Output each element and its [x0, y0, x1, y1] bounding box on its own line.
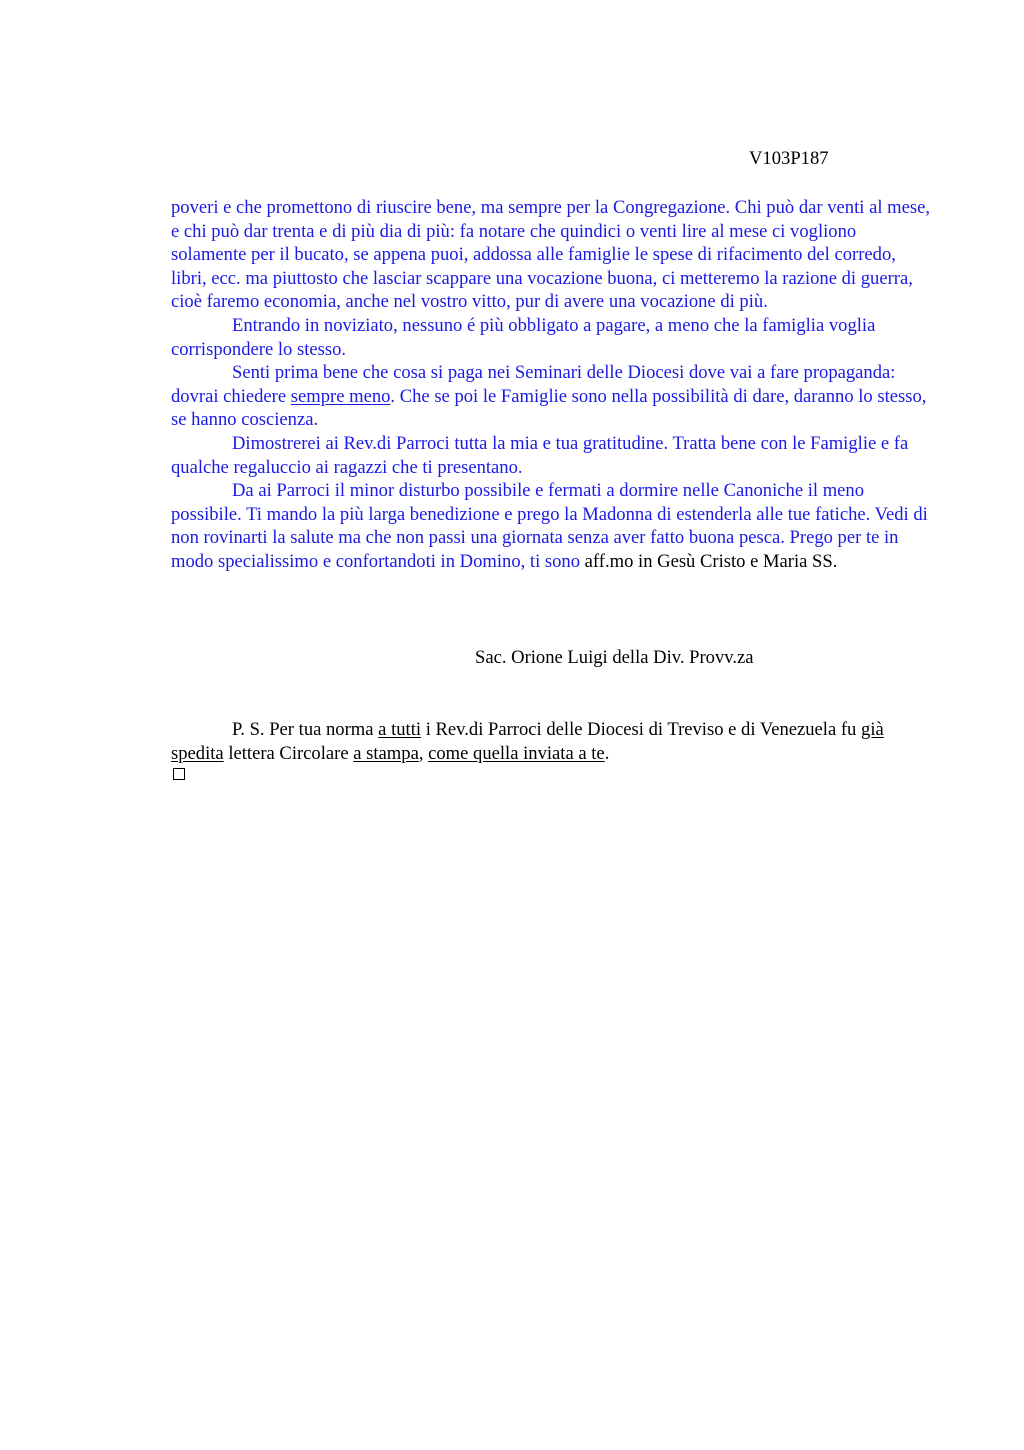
postscript-underline-4: come quella inviata a te — [428, 742, 605, 764]
paragraph-2: Entrando in noviziato, nessuno é più obbligato a pagare, a meno che la famiglia voglia corrispondere lo stesso. — [171, 314, 876, 360]
paragraph-5-text: Da ai Parroci il minor disturbo possibile e fermati a dormire nelle Canoniche il meno possibile. Ti mando la più larga benedizione e prego la Madonna di estenderla alle tue fatiche. Vedi di non rovinarti la salute ma che non passi una giornata senza aver fatto buona pesca. Prego per te in modo specialissimo e confortandoti in Domino, ti sono — [171, 480, 928, 572]
postscript-underline-2: già spedita — [171, 719, 884, 764]
postscript-text-5: . — [604, 742, 610, 764]
letter-body — [171, 196, 931, 574]
paragraph-3-text-a: Senti prima bene che cosa si paga nei Seminari delle Diocesi dove vai a fare propaganda: dovrai chiedere — [171, 362, 896, 407]
postscript-text-4: , — [418, 742, 429, 764]
underlined-phrase-sempre-meno: sempre meno — [290, 385, 391, 407]
signature: Sac. Orione Luigi della Div. Provv.za — [475, 647, 754, 668]
postscript-underline-1: a tutti — [378, 719, 422, 740]
postscript — [171, 718, 931, 765]
page-reference: V103P187 — [749, 148, 829, 169]
postscript-text-3: lettera Circolare — [223, 742, 354, 764]
postscript-text-1: P. S. Per tua norma — [232, 719, 379, 740]
postscript-text-2: i Rev.di Parroci delle Diocesi di Treviso e di Venezuela fu — [421, 719, 862, 740]
postscript-underline-3: a stampa — [353, 742, 419, 764]
paragraph-3 — [171, 361, 931, 432]
paragraph-3-text-b: . Che se poi le Famiglie sono nella possibilità di dare, daranno lo stesso, se hanno coscienza. — [171, 385, 927, 431]
paragraph-5 — [171, 479, 931, 573]
paragraph-4: Dimostrerei ai Rev.di Parroci tutta la mia e tua gratitudine. Tratta bene con le Famiglie e fa qualche regaluccio ai ragazzi che ti presentano. — [171, 432, 909, 478]
checkbox-glyph-icon — [173, 768, 185, 780]
paragraph-1: poveri e che promettono di riuscire bene, ma sempre per la Congregazione. Chi può dar venti al mese, e chi può dar trenta e di più dia di più: fa notare che quindici o venti lire al mese ci vogliono solamente per il bucato, se appena puoi, addossa alle famiglie le spese di rifacimento del corredo, libri, ecc. ma piuttosto che lasciar scappare una vocazione buona, ci metteremo la razione di guerra, cioè faremo economia, anche nel vostro vitto, pur di avere una vocazione di più. — [171, 197, 930, 313]
closing-salutation: aff.mo in Gesù Cristo e Maria SS. — [584, 550, 838, 572]
